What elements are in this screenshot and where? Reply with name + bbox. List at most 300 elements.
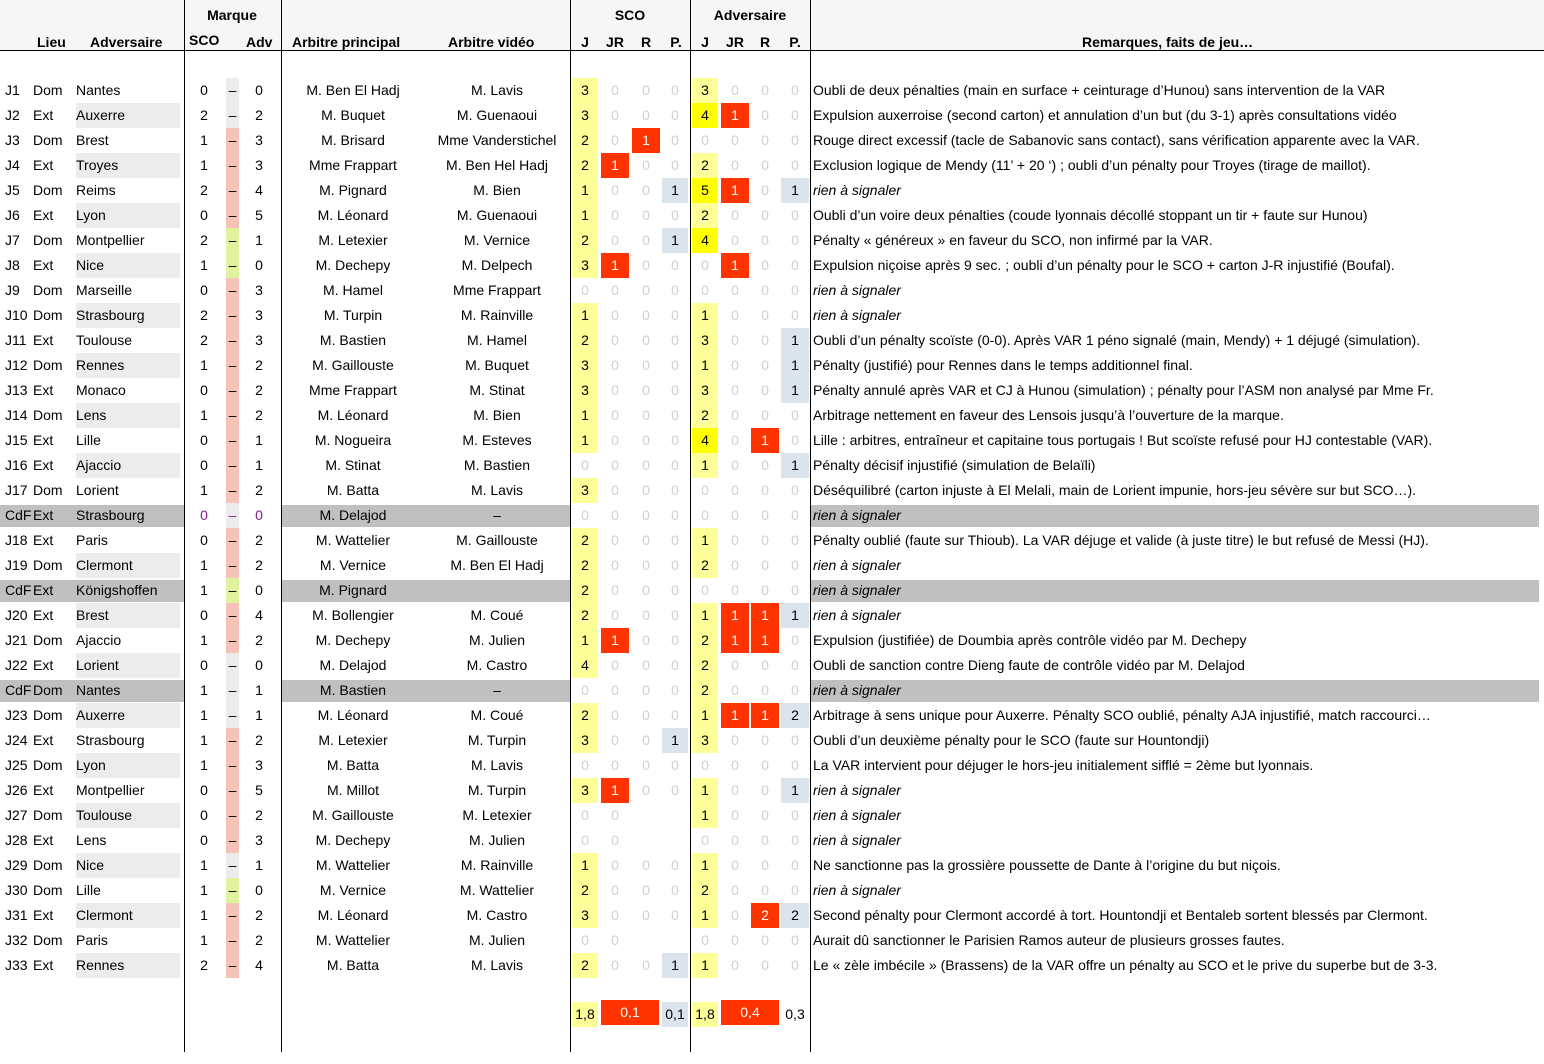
row-adv-r: 0 (761, 282, 769, 298)
row-sco-jr: 0 (611, 307, 619, 323)
row-sco-jr: 0 (611, 607, 619, 623)
row-adv-jr: 0 (731, 682, 739, 698)
row-arbitre-principal: M. Léonard (317, 707, 389, 723)
row-sco-jr: 1 (601, 628, 629, 653)
row-sco-p: 0 (671, 757, 679, 773)
row-score-sco: 0 (200, 507, 208, 523)
row-sco-jr: 0 (611, 882, 619, 898)
row-adv-j: 2 (692, 678, 718, 703)
row-lieu: Ext (33, 907, 54, 923)
row-score-adv: 5 (255, 782, 263, 798)
row-score-dash: – (226, 303, 239, 328)
row-sco-p: 0 (671, 582, 679, 598)
row-adversaire: Lyon (76, 203, 180, 228)
row-adv-j: 0 (701, 832, 709, 848)
row-adv-jr: 0 (731, 757, 739, 773)
row-sco-j: 3 (572, 903, 598, 928)
row-score-sco: 2 (200, 332, 208, 348)
row-score-dash: – (226, 103, 239, 128)
row-adv-r: 0 (761, 582, 769, 598)
row-arbitre-principal: M. Batta (326, 957, 380, 973)
row-sco-j: 4 (572, 653, 598, 678)
row-adv-j: 0 (701, 132, 709, 148)
header-marque: Marque (207, 7, 257, 23)
row-adv-p: 1 (781, 778, 809, 803)
row-sco-r: 0 (642, 732, 650, 748)
row-adv-j: 4 (692, 428, 718, 453)
row-adv-p: 0 (791, 82, 799, 98)
row-adv-jr: 0 (731, 382, 739, 398)
row-journee: J1 (5, 82, 20, 98)
row-sco-p: 1 (662, 228, 688, 253)
row-adv-r: 0 (761, 332, 769, 348)
row-arbitre-principal: M. Bastien (319, 332, 387, 348)
row-adv-p: 0 (791, 307, 799, 323)
row-score-sco: 1 (200, 357, 208, 373)
row-adv-r: 0 (761, 307, 769, 323)
row-arbitre-video: – (493, 507, 501, 523)
row-sco-j: 2 (572, 703, 598, 728)
row-arbitre-principal: M. Wattelier (315, 932, 391, 948)
row-remarque: Pénalty « généreux » en faveur du SCO, non infirmé par la VAR. (813, 232, 1213, 248)
row-adv-r: 0 (761, 832, 769, 848)
row-adv-j: 1 (692, 353, 718, 378)
row-lieu: Ext (33, 582, 54, 598)
row-sco-p: 0 (671, 882, 679, 898)
row-score-adv: 2 (255, 557, 263, 573)
row-adv-jr: 1 (721, 603, 749, 628)
row-adv-jr: 0 (731, 732, 739, 748)
row-adv-jr: 0 (731, 507, 739, 523)
row-sco-p: 0 (671, 657, 679, 673)
row-adv-r: 0 (761, 457, 769, 473)
row-adv-r: 0 (761, 782, 769, 798)
row-arbitre-video: M. Castro (466, 657, 528, 673)
row-sco-r: 0 (642, 482, 650, 498)
row-arbitre-principal: Mme Frappart (309, 382, 397, 398)
row-adversaire: Lille (76, 432, 101, 448)
row-arbitre-video: M. Delpech (461, 257, 533, 273)
row-score-adv: 3 (255, 832, 263, 848)
row-sco-r: 0 (642, 307, 650, 323)
row-adv-j: 1 (692, 778, 718, 803)
row-adversaire: Ajaccio (76, 453, 180, 478)
row-score-adv: 5 (255, 207, 263, 223)
row-sco-r: 0 (642, 782, 650, 798)
row-adversaire: Nantes (76, 82, 121, 98)
row-adv-j: 3 (692, 328, 718, 353)
row-score-dash: – (226, 78, 239, 103)
row-journee: J27 (5, 807, 28, 823)
header-adv-j: J (701, 34, 709, 50)
row-sco-j: 2 (572, 878, 598, 903)
row-journee: J13 (5, 382, 28, 398)
row-sco-r: 0 (642, 582, 650, 598)
row-sco-p (662, 803, 688, 828)
row-adv-jr: 0 (731, 807, 739, 823)
row-arbitre-principal: M. Léonard (317, 407, 389, 423)
row-remarque: rien à signaler (813, 807, 901, 823)
row-arbitre-video: Mme Vanderstichel (437, 132, 557, 148)
row-remarque: La VAR intervient pour déjuger le hors-jeu initialement sifflé = 2ème but lyonnais. (813, 757, 1314, 773)
row-journee: J11 (5, 332, 27, 348)
row-score-adv: 2 (255, 482, 263, 498)
row-score-sco: 0 (200, 457, 208, 473)
row-score-adv: 1 (255, 857, 263, 873)
row-adversaire: Ajaccio (76, 632, 122, 648)
row-score-adv: 2 (255, 382, 263, 398)
row-journee: J22 (5, 657, 28, 673)
row-sco-jr: 0 (611, 207, 619, 223)
row-adv-j: 3 (692, 728, 718, 753)
row-sco-jr: 0 (611, 682, 619, 698)
row-arbitre-video: M. Guenaoui (456, 207, 538, 223)
row-score-dash: – (226, 478, 239, 503)
total-adv-p: 0,3 (785, 1006, 805, 1022)
row-score-dash: – (226, 578, 239, 603)
row-arbitre-video: M. Turpin (467, 782, 527, 798)
row-adv-r: 0 (761, 882, 769, 898)
row-adv-p: 0 (791, 832, 799, 848)
row-arbitre-principal: M. Millot (326, 782, 380, 798)
row-adversaire: Montpellier (76, 232, 145, 248)
row-sco-r: 0 (642, 332, 650, 348)
row-adv-r: 0 (761, 507, 769, 523)
row-arbitre-principal: M. Bollengier (312, 607, 394, 623)
row-sco-p (662, 828, 688, 853)
row-adversaire: Montpellier (76, 782, 145, 798)
row-sco-jr: 0 (611, 432, 619, 448)
row-sco-r: 0 (642, 182, 650, 198)
row-adv-r: 2 (751, 903, 779, 928)
row-sco-j: 2 (572, 328, 598, 353)
row-adv-j: 2 (692, 403, 718, 428)
row-sco-jr: 0 (611, 382, 619, 398)
row-adv-p: 0 (791, 557, 799, 573)
row-journee: J15 (5, 432, 28, 448)
row-adv-j: 2 (692, 628, 718, 653)
row-sco-r: 0 (642, 682, 650, 698)
row-journee: J32 (5, 932, 28, 948)
row-adversaire: Lorient (76, 482, 119, 498)
row-adv-jr: 0 (731, 407, 739, 423)
row-score-adv: 1 (255, 432, 263, 448)
row-arbitre-video (426, 578, 568, 603)
row-journee: J33 (5, 957, 28, 973)
row-score-sco: 1 (200, 132, 208, 148)
row-score-dash: – (226, 628, 239, 653)
row-score-dash: – (226, 228, 239, 253)
row-lieu: Dom (33, 857, 63, 873)
row-sco-p: 0 (671, 632, 679, 648)
row-sco-r (632, 928, 660, 953)
row-adv-r: 0 (761, 382, 769, 398)
row-sco-jr: 0 (611, 82, 619, 98)
row-adv-p: 0 (791, 657, 799, 673)
row-sco-j: 2 (572, 528, 598, 553)
row-arbitre-video: M. Julien (468, 832, 526, 848)
row-adv-j: 0 (701, 282, 709, 298)
row-sco-jr: 1 (601, 153, 629, 178)
row-remarque: Pénalty oublié (faute sur Thioub). La VAR déjuge et valide (à juste titre) le but refusé de Messi (HJ). (813, 532, 1429, 548)
row-arbitre-video: – (493, 682, 501, 698)
row-journee: J23 (5, 707, 28, 723)
row-arbitre-video: M. Bastien (463, 457, 531, 473)
header-underline (0, 50, 1544, 51)
row-sco-jr: 0 (611, 457, 619, 473)
row-remarque: Aurait dû sanctionner le Parisien Ramos auteur de plusieurs grosses fautes. (813, 932, 1285, 948)
row-sco-r: 0 (642, 757, 650, 773)
row-sco-j: 3 (572, 378, 598, 403)
row-adversaire: Paris (76, 532, 108, 548)
row-score-adv: 0 (255, 507, 263, 523)
row-sco-jr: 0 (611, 582, 619, 598)
row-sco-jr: 0 (611, 757, 619, 773)
row-sco-j: 2 (572, 228, 598, 253)
row-arbitre-video: Mme Frappart (453, 282, 541, 298)
row-sco-j: 1 (572, 403, 598, 428)
row-remarque: rien à signaler (813, 607, 901, 623)
row-adversaire: Clermont (76, 903, 180, 928)
row-arbitre-principal: M. Léonard (317, 907, 389, 923)
row-adversaire: Lyon (76, 753, 180, 778)
header-arbitre-principal: Arbitre principal (292, 34, 401, 50)
row-score-adv: 1 (255, 707, 263, 723)
row-sco-j: 1 (572, 628, 598, 653)
row-arbitre-video: M. Guenaoui (456, 107, 538, 123)
row-adversaire: Lille (76, 882, 101, 898)
row-arbitre-video: M. Coué (470, 607, 524, 623)
row-remarque: Ne sanctionne pas la grossière poussette de Dante à l’origine du but niçois. (813, 857, 1281, 873)
row-score-dash: – (226, 203, 239, 228)
row-sco-j: 1 (572, 428, 598, 453)
row-lieu: Dom (33, 682, 63, 698)
row-sco-jr: 0 (611, 482, 619, 498)
row-sco-j: 0 (581, 682, 589, 698)
row-journee: J7 (5, 232, 20, 248)
header-adv: Adv (246, 34, 273, 50)
header-arbitre-video: Arbitre vidéo (448, 34, 535, 50)
row-sco-r: 0 (642, 507, 650, 523)
row-lieu: Dom (33, 82, 63, 98)
row-score-dash: – (226, 353, 239, 378)
row-lieu: Dom (33, 807, 63, 823)
row-adversaire: Brest (76, 603, 180, 628)
row-sco-j: 1 (572, 303, 598, 328)
header-adv-r: R (759, 34, 771, 50)
row-adv-jr: 0 (731, 532, 739, 548)
row-sco-jr: 0 (611, 857, 619, 873)
row-remarque: Oubli de sanction contre Dieng faute de contrôle vidéo par M. Delajod (813, 657, 1245, 673)
row-adv-p: 0 (791, 207, 799, 223)
total-sco-j: 1,8 (572, 1002, 598, 1027)
row-adv-r: 0 (761, 557, 769, 573)
row-adv-jr: 0 (731, 307, 739, 323)
row-score-sco: 0 (200, 607, 208, 623)
row-score-dash: – (226, 278, 239, 303)
row-sco-jr: 0 (611, 557, 619, 573)
row-sco-p: 0 (671, 357, 679, 373)
row-adv-j: 2 (692, 878, 718, 903)
row-adv-jr: 0 (731, 657, 739, 673)
row-sco-jr: 0 (611, 657, 619, 673)
row-arbitre-video: M. Gaillouste (456, 532, 538, 548)
row-adversaire: Auxerre (76, 103, 180, 128)
row-sco-r (632, 803, 660, 828)
row-adv-j: 1 (692, 303, 718, 328)
row-sco-r: 0 (642, 657, 650, 673)
row-sco-r: 0 (642, 557, 650, 573)
row-adv-r: 0 (761, 657, 769, 673)
row-lieu: Dom (33, 707, 63, 723)
row-adv-j: 3 (692, 378, 718, 403)
row-score-dash: – (226, 253, 239, 278)
row-journee: CdF (5, 682, 32, 698)
row-sco-p: 0 (671, 682, 679, 698)
row-sco-p: 0 (671, 607, 679, 623)
row-arbitre-principal: M. Gaillouste (312, 807, 394, 823)
row-adv-p: 0 (791, 232, 799, 248)
row-journee: J18 (5, 532, 28, 548)
row-adv-jr: 1 (721, 628, 749, 653)
row-adv-jr: 1 (721, 103, 749, 128)
column-divider (184, 0, 185, 1052)
row-sco-j: 2 (572, 153, 598, 178)
row-score-sco: 2 (200, 957, 208, 973)
row-journee: J2 (5, 107, 20, 123)
row-sco-r: 0 (642, 432, 650, 448)
row-journee: J21 (5, 632, 28, 648)
row-sco-p: 0 (671, 207, 679, 223)
row-adv-r: 0 (761, 857, 769, 873)
row-arbitre-principal: M. Dechepy (315, 832, 391, 848)
row-adv-jr: 0 (731, 457, 739, 473)
row-arbitre-principal: M. Dechepy (315, 632, 391, 648)
row-arbitre-principal: M. Brisard (321, 132, 385, 148)
row-sco-p: 0 (671, 382, 679, 398)
row-adv-jr: 0 (731, 282, 739, 298)
row-lieu: Ext (33, 257, 54, 273)
row-arbitre-video: M. Turpin (467, 732, 527, 748)
row-sco-r: 0 (642, 707, 650, 723)
row-adv-jr: 0 (731, 132, 739, 148)
row-adversaire: Auxerre (76, 703, 180, 728)
row-adv-p: 0 (791, 407, 799, 423)
header-adv-p: P. (789, 34, 801, 50)
row-score-dash: – (226, 128, 239, 153)
row-lieu: Dom (33, 557, 63, 573)
row-sco-jr: 0 (611, 907, 619, 923)
row-lieu: Ext (33, 507, 54, 523)
row-score-sco: 0 (200, 532, 208, 548)
row-adversaire: Lorient (76, 653, 180, 678)
row-score-dash: – (226, 878, 239, 903)
row-adv-jr: 0 (731, 357, 739, 373)
row-remarque: Pénalty annulé après VAR et CJ à Hunou (simulation) ; pénalty pour l’ASM non analysé par Mme Fr. (813, 382, 1434, 398)
row-arbitre-principal: M. Wattelier (315, 857, 391, 873)
row-sco-jr: 0 (611, 507, 619, 523)
header-sco-jr: JR (606, 34, 624, 50)
row-score-adv: 2 (255, 357, 263, 373)
row-score-dash: – (226, 453, 239, 478)
row-arbitre-video: M. Coué (470, 707, 524, 723)
row-sco-r: 0 (642, 857, 650, 873)
row-remarque: Expulsion (justifiée) de Doumbia après contrôle vidéo par M. Dechepy (813, 632, 1247, 648)
row-adversaire: Lens (76, 403, 180, 428)
row-journee: J19 (5, 557, 28, 573)
row-sco-p: 0 (671, 332, 679, 348)
header-lieu: Lieu (37, 34, 66, 50)
row-sco-r: 0 (642, 207, 650, 223)
row-arbitre-video: M. Lavis (470, 482, 524, 498)
row-sco-j: 1 (572, 203, 598, 228)
row-arbitre-video: M. Wattelier (459, 882, 535, 898)
row-score-dash: – (226, 153, 239, 178)
row-sco-j: 1 (572, 178, 598, 203)
row-sco-p: 0 (671, 482, 679, 498)
row-arbitre-principal: M. Hamel (323, 282, 383, 298)
row-sco-jr: 0 (611, 707, 619, 723)
row-lieu: Dom (33, 282, 63, 298)
row-journee: J28 (5, 832, 28, 848)
row-remarque: rien à signaler (813, 282, 901, 298)
row-adversaire: Paris (76, 932, 108, 948)
row-score-dash: – (226, 778, 239, 803)
row-adv-jr: 0 (731, 157, 739, 173)
row-arbitre-principal: M. Gaillouste (312, 357, 394, 373)
row-adv-r: 0 (761, 732, 769, 748)
row-score-adv: 0 (255, 257, 263, 273)
row-sco-jr: 0 (611, 332, 619, 348)
row-score-sco: 1 (200, 557, 208, 573)
row-adv-jr: 0 (731, 482, 739, 498)
row-adv-j: 4 (692, 228, 718, 253)
row-arbitre-video: M. Castro (466, 907, 528, 923)
row-arbitre-principal: M. Vernice (319, 882, 387, 898)
row-arbitre-principal: M. Batta (326, 482, 380, 498)
row-adv-jr: 0 (731, 432, 739, 448)
row-adv-r: 0 (761, 82, 769, 98)
row-adversaire: Rennes (76, 953, 180, 978)
row-score-dash: – (226, 403, 239, 428)
row-adv-j: 0 (701, 507, 709, 523)
row-sco-r: 0 (642, 532, 650, 548)
row-score-adv: 0 (255, 582, 263, 598)
row-score-sco: 0 (200, 832, 208, 848)
row-adv-p: 1 (781, 328, 809, 353)
row-adv-j: 1 (692, 703, 718, 728)
row-adv-jr: 0 (731, 582, 739, 598)
row-score-adv: 2 (255, 532, 263, 548)
row-score-dash: – (226, 828, 239, 853)
row-lieu: Ext (33, 957, 54, 973)
row-adversaire: Rennes (76, 353, 180, 378)
row-score-adv: 2 (255, 407, 263, 423)
row-sco-j: 2 (572, 553, 598, 578)
row-score-dash: – (226, 953, 239, 978)
row-journee: J31 (5, 907, 28, 923)
row-adversaire: Strasbourg (76, 303, 180, 328)
row-arbitre-principal: M. Batta (326, 757, 380, 773)
row-adv-r: 1 (751, 428, 779, 453)
header-adv-jr: JR (726, 34, 744, 50)
row-sco-r: 0 (642, 232, 650, 248)
row-adversaire: Toulouse (76, 803, 180, 828)
row-adv-p: 0 (791, 157, 799, 173)
row-arbitre-video: M. Hamel (467, 332, 527, 348)
row-remarque: Exclusion logique de Mendy (11’ + 20 ‘) ; oubli d’un pénalty pour Troyes (tirage de maillot). (813, 157, 1371, 173)
row-journee: J24 (5, 732, 28, 748)
